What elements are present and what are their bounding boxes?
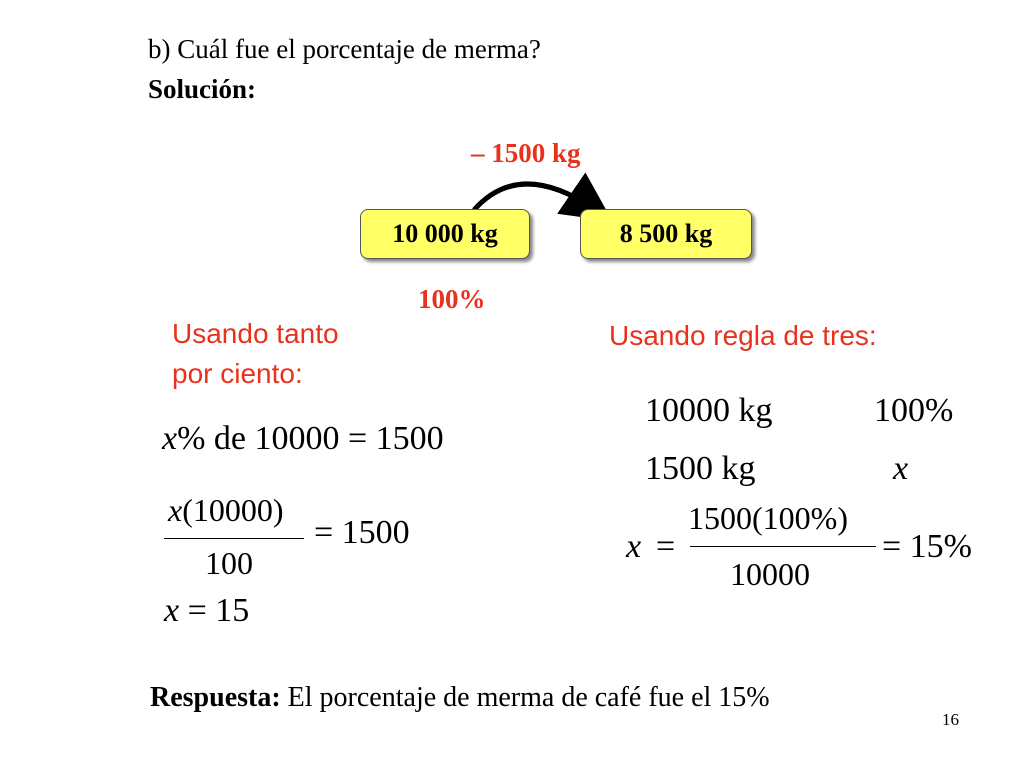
equation-1 — [162, 420, 444, 458]
equation-3-rest: = 15 — [187, 592, 250, 629]
answer-label: Respuesta: — [150, 682, 281, 713]
answer-line — [150, 682, 770, 714]
equation-2-numerator-rest: (10000) — [182, 492, 284, 528]
equation-3-variable: x — [164, 592, 180, 629]
result-variable: x — [626, 528, 642, 565]
slide-number: 16 — [942, 710, 959, 729]
left-method-title-line2: por ciento: — [172, 358, 303, 389]
answer-text: El porcentaje de merma de café fue el 15% — [287, 682, 770, 713]
result-numerator: 1500(100%) — [688, 500, 848, 536]
proportion-row1-left: 10000 kg — [645, 392, 773, 429]
initial-weight-box — [360, 209, 530, 259]
final-weight-value: 8 500 kg — [619, 219, 713, 248]
equation-2-denominator: 100 — [205, 545, 253, 581]
question-text: b) Cuál fue el porcentaje de merma? — [148, 34, 541, 64]
proportion-row2-right: x — [893, 450, 909, 487]
result-rhs: = 15% — [882, 528, 972, 565]
final-weight-box — [580, 209, 752, 259]
difference-label: – 1500 kg — [471, 138, 581, 168]
fraction-bar-1 — [164, 538, 304, 539]
proportion-row1-right: 100% — [874, 392, 954, 429]
percent-label: 100% — [418, 284, 486, 314]
equation-2-rhs: = 1500 — [314, 514, 410, 551]
equation-2-numerator-variable: x — [168, 492, 183, 528]
result-equals: = — [656, 528, 676, 565]
equation-1-variable: x — [162, 420, 178, 457]
initial-weight-value: 10 000 kg — [392, 219, 498, 248]
proportion-row2-left: 1500 kg — [645, 450, 756, 487]
equation-2-numerator — [168, 492, 284, 529]
equation-3 — [164, 592, 249, 630]
right-method-title: Usando regla de tres: — [609, 320, 877, 351]
left-method-title-line1: Usando tanto — [172, 318, 339, 349]
equation-1-rest: % de 10000 = 1500 — [177, 420, 444, 457]
fraction-bar-2 — [690, 546, 876, 547]
result-denominator: 10000 — [730, 556, 810, 592]
solution-label: Solución: — [148, 74, 257, 104]
